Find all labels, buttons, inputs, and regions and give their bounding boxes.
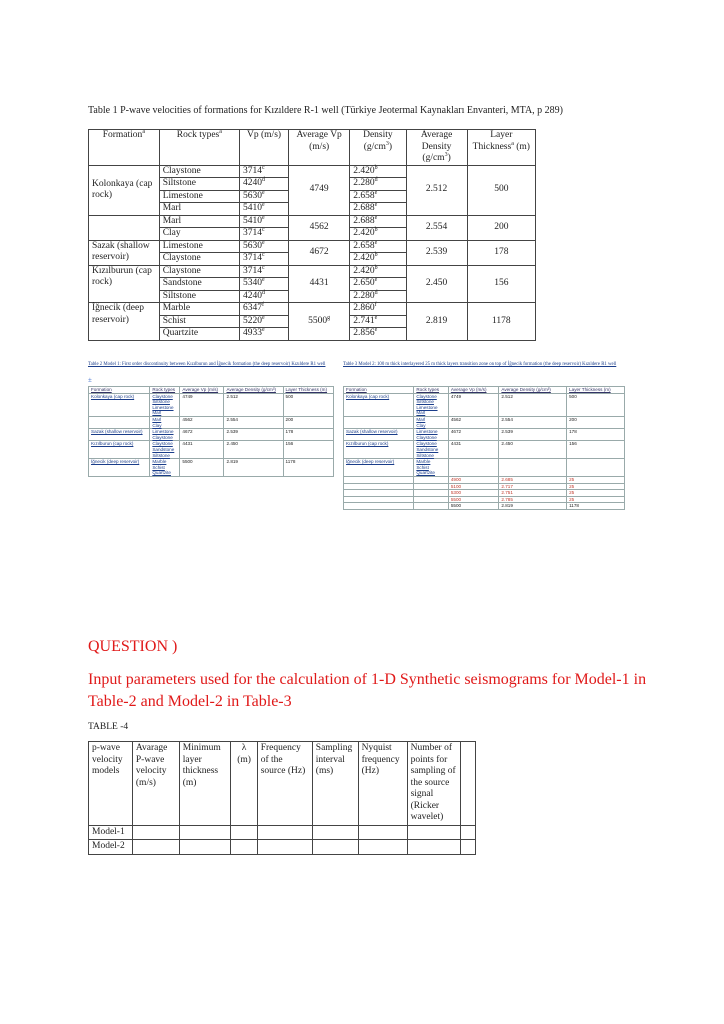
mini-header-cell: Formation: [89, 387, 150, 394]
mini-formation-cell: Kızılburun (cap rock): [89, 441, 150, 459]
vp-cell-sup: e: [261, 214, 265, 221]
transition-empty: [414, 476, 448, 483]
transition-empty: [344, 483, 414, 490]
table1: [88, 129, 536, 341]
table1-row: [89, 303, 536, 316]
table4-input-cell: [231, 840, 257, 855]
table4-input-cell: [312, 825, 358, 840]
formation-cell: İğnecik (deep reservoir): [89, 303, 160, 341]
table4-header-cell: Nyquist frequency (Hz): [358, 742, 407, 826]
density-cell-sup: f: [374, 301, 377, 308]
table4-input-cell: [132, 840, 179, 855]
mini-rock: Claystone: [152, 441, 173, 447]
mini-vp-cell: 4431: [448, 441, 499, 459]
density-cell-sup: e: [374, 189, 378, 196]
table4-extra-column: [460, 742, 475, 826]
mini-rocks-cell: [414, 459, 448, 477]
vp-cell-sup: c: [261, 251, 265, 258]
mini-rock: Marl: [152, 416, 162, 422]
vp-cell: 4933e: [239, 328, 288, 341]
vp-cell-sup: e: [261, 189, 265, 196]
rock-type-cell: Claystone: [159, 165, 239, 178]
table4-input-cell: [460, 825, 475, 840]
mini-rock: Claystone: [152, 434, 173, 440]
table4-input-cell: [179, 825, 231, 840]
table3-caption: Table 3 Model 2: 100 m thick interlayered 25 m thick layers transition zone on top of İğnecik formation (the deep reservoir) Kızıldere R1 well: [343, 362, 617, 367]
mini-rock: Marble: [152, 459, 167, 465]
vp-cell: 4240$^d$: [239, 178, 288, 191]
vp-cell: 3714$^c$: [239, 228, 288, 241]
mini-density-cell: 2.539: [499, 429, 567, 441]
mini-formation-cell: Sazak (shallow reservoir): [344, 429, 414, 441]
avg-vp-cell: 4431: [289, 265, 350, 303]
mini-header-cell: Layer Thickness (m): [283, 387, 333, 394]
density-cell-sup: e: [374, 239, 378, 246]
mini-rock: Limestone: [416, 429, 438, 435]
transition-empty: [344, 476, 414, 483]
mini-vp-cell: [448, 459, 499, 477]
density-cell: 2.860$^f$: [350, 303, 406, 316]
formation-cell: Sazak (shallow reservoir): [89, 240, 160, 265]
density-cell: 2.420$^b$: [350, 265, 406, 278]
header-avg-vp: Average Vp (m/s): [289, 130, 350, 166]
mini-vp-cell: 4672: [180, 429, 224, 441]
vp-cell: 5340e: [239, 278, 288, 291]
avg-vp-cell: 5500$^g$: [289, 303, 350, 341]
transition-empty: [414, 483, 448, 490]
vp-cell: 5410e: [239, 203, 288, 216]
mini-rock: Quartzite: [152, 470, 171, 476]
mini-header-cell: Average Vp (m/s): [180, 387, 224, 394]
mini-row: [89, 416, 334, 428]
table4-header-cell: p-wave velocity models: [89, 742, 133, 826]
transition-thickness-cell: 1178: [567, 503, 625, 510]
mini-header-row: [344, 387, 625, 394]
mini-thickness-cell: [567, 459, 625, 477]
mini-row: [344, 416, 625, 428]
avg-density-cell: 2.819: [406, 303, 467, 341]
vp-cell: 5630e: [239, 190, 288, 203]
vp-cell: 5630e: [239, 240, 288, 253]
mini-thickness-cell: 178: [283, 429, 333, 441]
density-cell: 2.280$^d$: [350, 178, 406, 191]
thickness-cell: 178: [467, 240, 535, 265]
density-cell-sup: b: [374, 226, 378, 233]
mini-density-cell: 2.554: [224, 416, 283, 428]
avg-density-cell: 2.512: [406, 165, 467, 215]
mini-rocks-cell: [150, 393, 180, 416]
mini-rock: Marl: [416, 410, 426, 416]
transition-density-cell: 2.785: [499, 496, 567, 503]
mini-vp-cell: 4562: [180, 416, 224, 428]
table4-model-cell: Model-2: [89, 840, 133, 855]
avg-vp-cell: 4749: [289, 165, 350, 215]
density-cell-sup: e: [374, 201, 378, 208]
question-text: Input parameters used for the calculation of 1-D Synthetic seismograms for Model-1 in Table-2 and Model-2 in Table-3: [88, 671, 647, 710]
mini-rock: Sandstone: [152, 446, 175, 452]
density-cell: 2.741e: [350, 315, 406, 328]
mini-rock: Marble: [416, 459, 431, 465]
mini-row: [344, 429, 625, 441]
mini-formation-cell: İğnecik (deep reservoir): [89, 459, 150, 477]
vp-cell: 5410e: [239, 215, 288, 228]
mini-header-cell: Average Density (g/cm³): [224, 387, 283, 394]
table4-header-cell: Minimum layer thickness (m): [179, 742, 231, 826]
density-cell-sup: b: [374, 251, 378, 258]
thickness-cell: 500: [467, 165, 535, 215]
mini-thickness-cell: 500: [567, 393, 625, 416]
table4-header-row: [89, 742, 476, 826]
vp-cell-sup: e: [261, 276, 265, 283]
rock-type-cell: Schist: [159, 315, 239, 328]
mini-vp-cell: 4562: [448, 416, 499, 428]
avg-density-cell: 2.450: [406, 265, 467, 303]
density-cell: 2.688e: [350, 203, 406, 216]
density-cell: 2.420$^b$: [350, 228, 406, 241]
mini-rock: Siltstone: [152, 399, 170, 405]
table4-header-cell: Avarage P-wave velocity (m/s): [132, 742, 179, 826]
formation-cell: [89, 215, 160, 240]
mini-vp-cell: 4749: [180, 393, 224, 416]
avg-vp-sup: g: [327, 314, 331, 321]
transition-empty: [344, 503, 414, 510]
mini-thickness-cell: 178: [567, 429, 625, 441]
density-cell-sup: e: [374, 276, 378, 283]
mini-header-cell: Layer Thickness (m): [567, 387, 625, 394]
transition-empty: [414, 496, 448, 503]
mini-density-cell: 2.539: [224, 429, 283, 441]
formation-cell: Kolonkaya (cap rock): [89, 165, 160, 215]
mini-formation-cell: [89, 416, 150, 428]
mini-vp-cell: 4431: [180, 441, 224, 459]
mini-density-cell: 2.512: [499, 393, 567, 416]
density-cell: 2.658e: [350, 240, 406, 253]
transition-thickness-cell: 25: [567, 483, 625, 490]
mini-rock: Clay: [416, 422, 426, 428]
mini-vp-cell: 4672: [448, 429, 499, 441]
mini-rock: Limestone: [152, 404, 174, 410]
transition-density-cell: 2.717: [499, 483, 567, 490]
mini-formation-cell: İğnecik (deep reservoir): [344, 459, 414, 477]
table4-input-cell: [257, 840, 312, 855]
table3: [343, 386, 625, 510]
mini-rock: Marl: [152, 410, 162, 416]
header-thickness: Layer Thickness$^a$ (m): [467, 130, 535, 166]
mini-rock: Schist: [152, 464, 165, 470]
mini-rock: Claystone: [416, 393, 437, 399]
mini-density-cell: 2.819: [224, 459, 283, 477]
mini-formation-cell: Kızılburun (cap rock): [344, 441, 414, 459]
mini-rock: Marl: [416, 416, 426, 422]
mini-header-cell: Average Density (g/cm³): [499, 387, 567, 394]
table2: [88, 386, 334, 477]
transition-vp-cell: 5500: [448, 503, 499, 510]
header-avg-density: Average Density $(g/cm^3)$: [406, 130, 467, 166]
transition-empty: [414, 490, 448, 497]
mini-header-cell: Formation: [344, 387, 414, 394]
transition-vp-cell: 4900: [448, 476, 499, 483]
table1-row: [89, 240, 536, 253]
table4-input-cell: [460, 840, 475, 855]
mini-density-cell: 2.450: [224, 441, 283, 459]
vp-cell: 3714$^c$: [239, 165, 288, 178]
table1-header-row: [89, 130, 536, 166]
mini-header-row: [89, 387, 334, 394]
vp-cell-sup: e: [261, 314, 265, 321]
mini-thickness-cell: 156: [283, 441, 333, 459]
rock-type-cell: Clay: [159, 228, 239, 241]
table4-row: [89, 825, 476, 840]
thickness-cell: 156: [467, 265, 535, 303]
vp-cell-sup: e: [261, 326, 265, 333]
mini-rock: Siltstone: [416, 452, 434, 458]
vp-cell: 4240$^d$: [239, 290, 288, 303]
mini-rocks-cell: [150, 441, 180, 459]
density-cell-sup: d: [374, 176, 378, 183]
rock-type-cell: Marble: [159, 303, 239, 316]
rock-type-cell: Siltstone: [159, 290, 239, 303]
mini-rock: Siltstone: [416, 399, 434, 405]
mini-rock: Claystone: [416, 441, 437, 447]
rock-type-cell: Limestone: [159, 190, 239, 203]
table4-input-cell: [179, 840, 231, 855]
transition-vp-cell: 5100: [448, 483, 499, 490]
vp-cell-sup: e: [261, 201, 265, 208]
density-cell-sup: d: [374, 289, 378, 296]
avg-density-cell: 2.554: [406, 215, 467, 240]
density-cell-sup: e: [374, 314, 378, 321]
vp-cell-sup: f: [261, 301, 264, 308]
table1-row: [89, 165, 536, 178]
vp-cell-sup: d: [261, 176, 265, 183]
vp-cell: 5220e: [239, 315, 288, 328]
table4-input-cell: [407, 840, 460, 855]
mini-row: [89, 393, 334, 416]
thickness-cell: 200: [467, 215, 535, 240]
mini-rock: Limestone: [416, 404, 438, 410]
mini-formation-cell: [344, 416, 414, 428]
header-density: Density $(g/cm^3)$: [350, 130, 406, 166]
rock-type-cell: Marl: [159, 203, 239, 216]
mini-rocks-cell: [150, 416, 180, 428]
density-cell: 2.420$^b$: [350, 165, 406, 178]
table1-row: [89, 215, 536, 228]
transition-empty: [344, 490, 414, 497]
mini-rock: Siltstone: [152, 452, 170, 458]
transition-empty: [414, 503, 448, 510]
vp-cell: 3714$^c$: [239, 253, 288, 266]
vp-cell-sup: e: [261, 239, 265, 246]
table4-header-cell: Sampling interval (ms): [312, 742, 358, 826]
mini-density-cell: 2.450: [499, 441, 567, 459]
vp-cell-sup: d: [261, 289, 265, 296]
transition-row: [344, 476, 625, 483]
mini-thickness-cell: 1178: [283, 459, 333, 477]
density-cell-sup: e: [374, 326, 378, 333]
vp-cell-sup: c: [261, 264, 265, 271]
mini-row: [344, 393, 625, 416]
mini-row: [89, 429, 334, 441]
mini-thickness-cell: 200: [567, 416, 625, 428]
mini-density-cell: 2.512: [224, 393, 283, 416]
mini-row: [89, 441, 334, 459]
mini-thickness-cell: 156: [567, 441, 625, 459]
mini-rocks-cell: [414, 393, 448, 416]
table4-caption: TABLE -4: [88, 722, 129, 732]
mini-header-cell: Rock types: [150, 387, 180, 394]
rock-type-cell: Marl: [159, 215, 239, 228]
transition-density-cell: 2.685: [499, 476, 567, 483]
mini-rock: Claystone: [416, 434, 437, 440]
table4-header-cell: Number of points for sampling of the source signal (Ricker wavelet): [407, 742, 460, 826]
rock-type-cell: Siltstone: [159, 178, 239, 191]
mini-rock: Sandstone: [416, 446, 439, 452]
density-cell: 2.280$^d$: [350, 290, 406, 303]
mini-row: [344, 441, 625, 459]
table4-header-cell: λ (m): [231, 742, 257, 826]
table4-row: [89, 840, 476, 855]
mini-vp-cell: 5500: [180, 459, 224, 477]
transition-thickness-cell: 25: [567, 476, 625, 483]
mini-vp-cell: 4749: [448, 393, 499, 416]
table4-input-cell: [132, 825, 179, 840]
table4-input-cell: [231, 825, 257, 840]
header-vp: Vp (m/s): [239, 130, 288, 166]
table4-input-cell: [407, 825, 460, 840]
table4-header-cell: Frequency of the source (Hz): [257, 742, 312, 826]
rock-type-cell: Quartzite: [159, 328, 239, 341]
mini-rocks-cell: [414, 416, 448, 428]
density-cell-sup: b: [374, 264, 378, 271]
question-title: QUESTION ): [88, 638, 178, 655]
vp-cell: 3714$^c$: [239, 265, 288, 278]
table4-input-cell: [358, 825, 407, 840]
transition-vp-cell: 5300: [448, 490, 499, 497]
table1-caption: Table 1 P-wave velocities of formations for Kızıldere R-1 well (Türkiye Jeotermal Kaynakları Envanteri, MTA, p 289): [88, 105, 564, 116]
table1-row: [89, 265, 536, 278]
density-cell: 2.650e: [350, 278, 406, 291]
rock-type-cell: Claystone: [159, 265, 239, 278]
avg-vp-cell: 4562: [289, 215, 350, 240]
transition-row: [344, 503, 625, 510]
mini-density-cell: 2.554: [499, 416, 567, 428]
mini-formation-cell: Kolonkaya (cap rock): [344, 393, 414, 416]
table-move-handle-icon[interactable]: ±: [88, 376, 92, 384]
transition-empty: [344, 496, 414, 503]
mini-rock: Quartzite: [416, 470, 435, 476]
transition-thickness-cell: 25: [567, 490, 625, 497]
formation-cell: Kızılburun (cap rock): [89, 265, 160, 303]
avg-vp-cell: 4672: [289, 240, 350, 265]
mini-row: [89, 459, 334, 477]
mini-formation-cell: Sazak (shallow reservoir): [89, 429, 150, 441]
table4-input-cell: [257, 825, 312, 840]
density-cell-sup: e: [374, 214, 378, 221]
mini-density-cell: [499, 459, 567, 477]
transition-vp-cell: 5500: [448, 496, 499, 503]
mini-rock: Schist: [416, 464, 429, 470]
rock-type-cell: Claystone: [159, 253, 239, 266]
rock-type-cell: Limestone: [159, 240, 239, 253]
thickness-cell: 1178: [467, 303, 535, 341]
mini-thickness-cell: 500: [283, 393, 333, 416]
table4-model-cell: Model-1: [89, 825, 133, 840]
density-cell: 2.688e: [350, 215, 406, 228]
mini-thickness-cell: 200: [283, 416, 333, 428]
transition-thickness-cell: 25: [567, 496, 625, 503]
header-formation: Formation$^a$: [89, 130, 160, 166]
transition-row: [344, 483, 625, 490]
transition-density-cell: 2.751: [499, 490, 567, 497]
vp-cell-sup: c: [261, 226, 265, 233]
table4-input-cell: [358, 840, 407, 855]
header-rock-types: Rock types$^a$: [159, 130, 239, 166]
mini-rocks-cell: [414, 429, 448, 441]
mini-rock: Limestone: [152, 429, 174, 435]
density-cell: 2.658e: [350, 190, 406, 203]
table2-caption: Table 2 Model 1: First order discontinuity between Kızılburun and İğnecik formation (the deep reservoir) Kızıldere R1 well: [88, 362, 326, 367]
density-cell-sup: b: [374, 164, 378, 171]
transition-row: [344, 490, 625, 497]
table4: [88, 741, 476, 855]
vp-cell-sup: c: [261, 164, 265, 171]
mini-formation-cell: Kolonkaya (cap rock): [89, 393, 150, 416]
rock-type-cell: Sandstone: [159, 278, 239, 291]
transition-density-cell: 2.819: [499, 503, 567, 510]
avg-density-cell: 2.539: [406, 240, 467, 265]
transition-row: [344, 496, 625, 503]
mini-rock: Clay: [152, 422, 162, 428]
mini-rocks-cell: [414, 441, 448, 459]
mini-header-cell: Rock types: [414, 387, 448, 394]
density-cell: 2.420$^b$: [350, 253, 406, 266]
table4-input-cell: [312, 840, 358, 855]
mini-header-cell: Average Vp (m/s): [448, 387, 499, 394]
vp-cell: 6347$^f$: [239, 303, 288, 316]
mini-row: [344, 459, 625, 477]
density-cell: 2.856e: [350, 328, 406, 341]
mini-rocks-cell: [150, 429, 180, 441]
mini-rocks-cell: [150, 459, 180, 477]
mini-rock: Claystone: [152, 393, 173, 399]
